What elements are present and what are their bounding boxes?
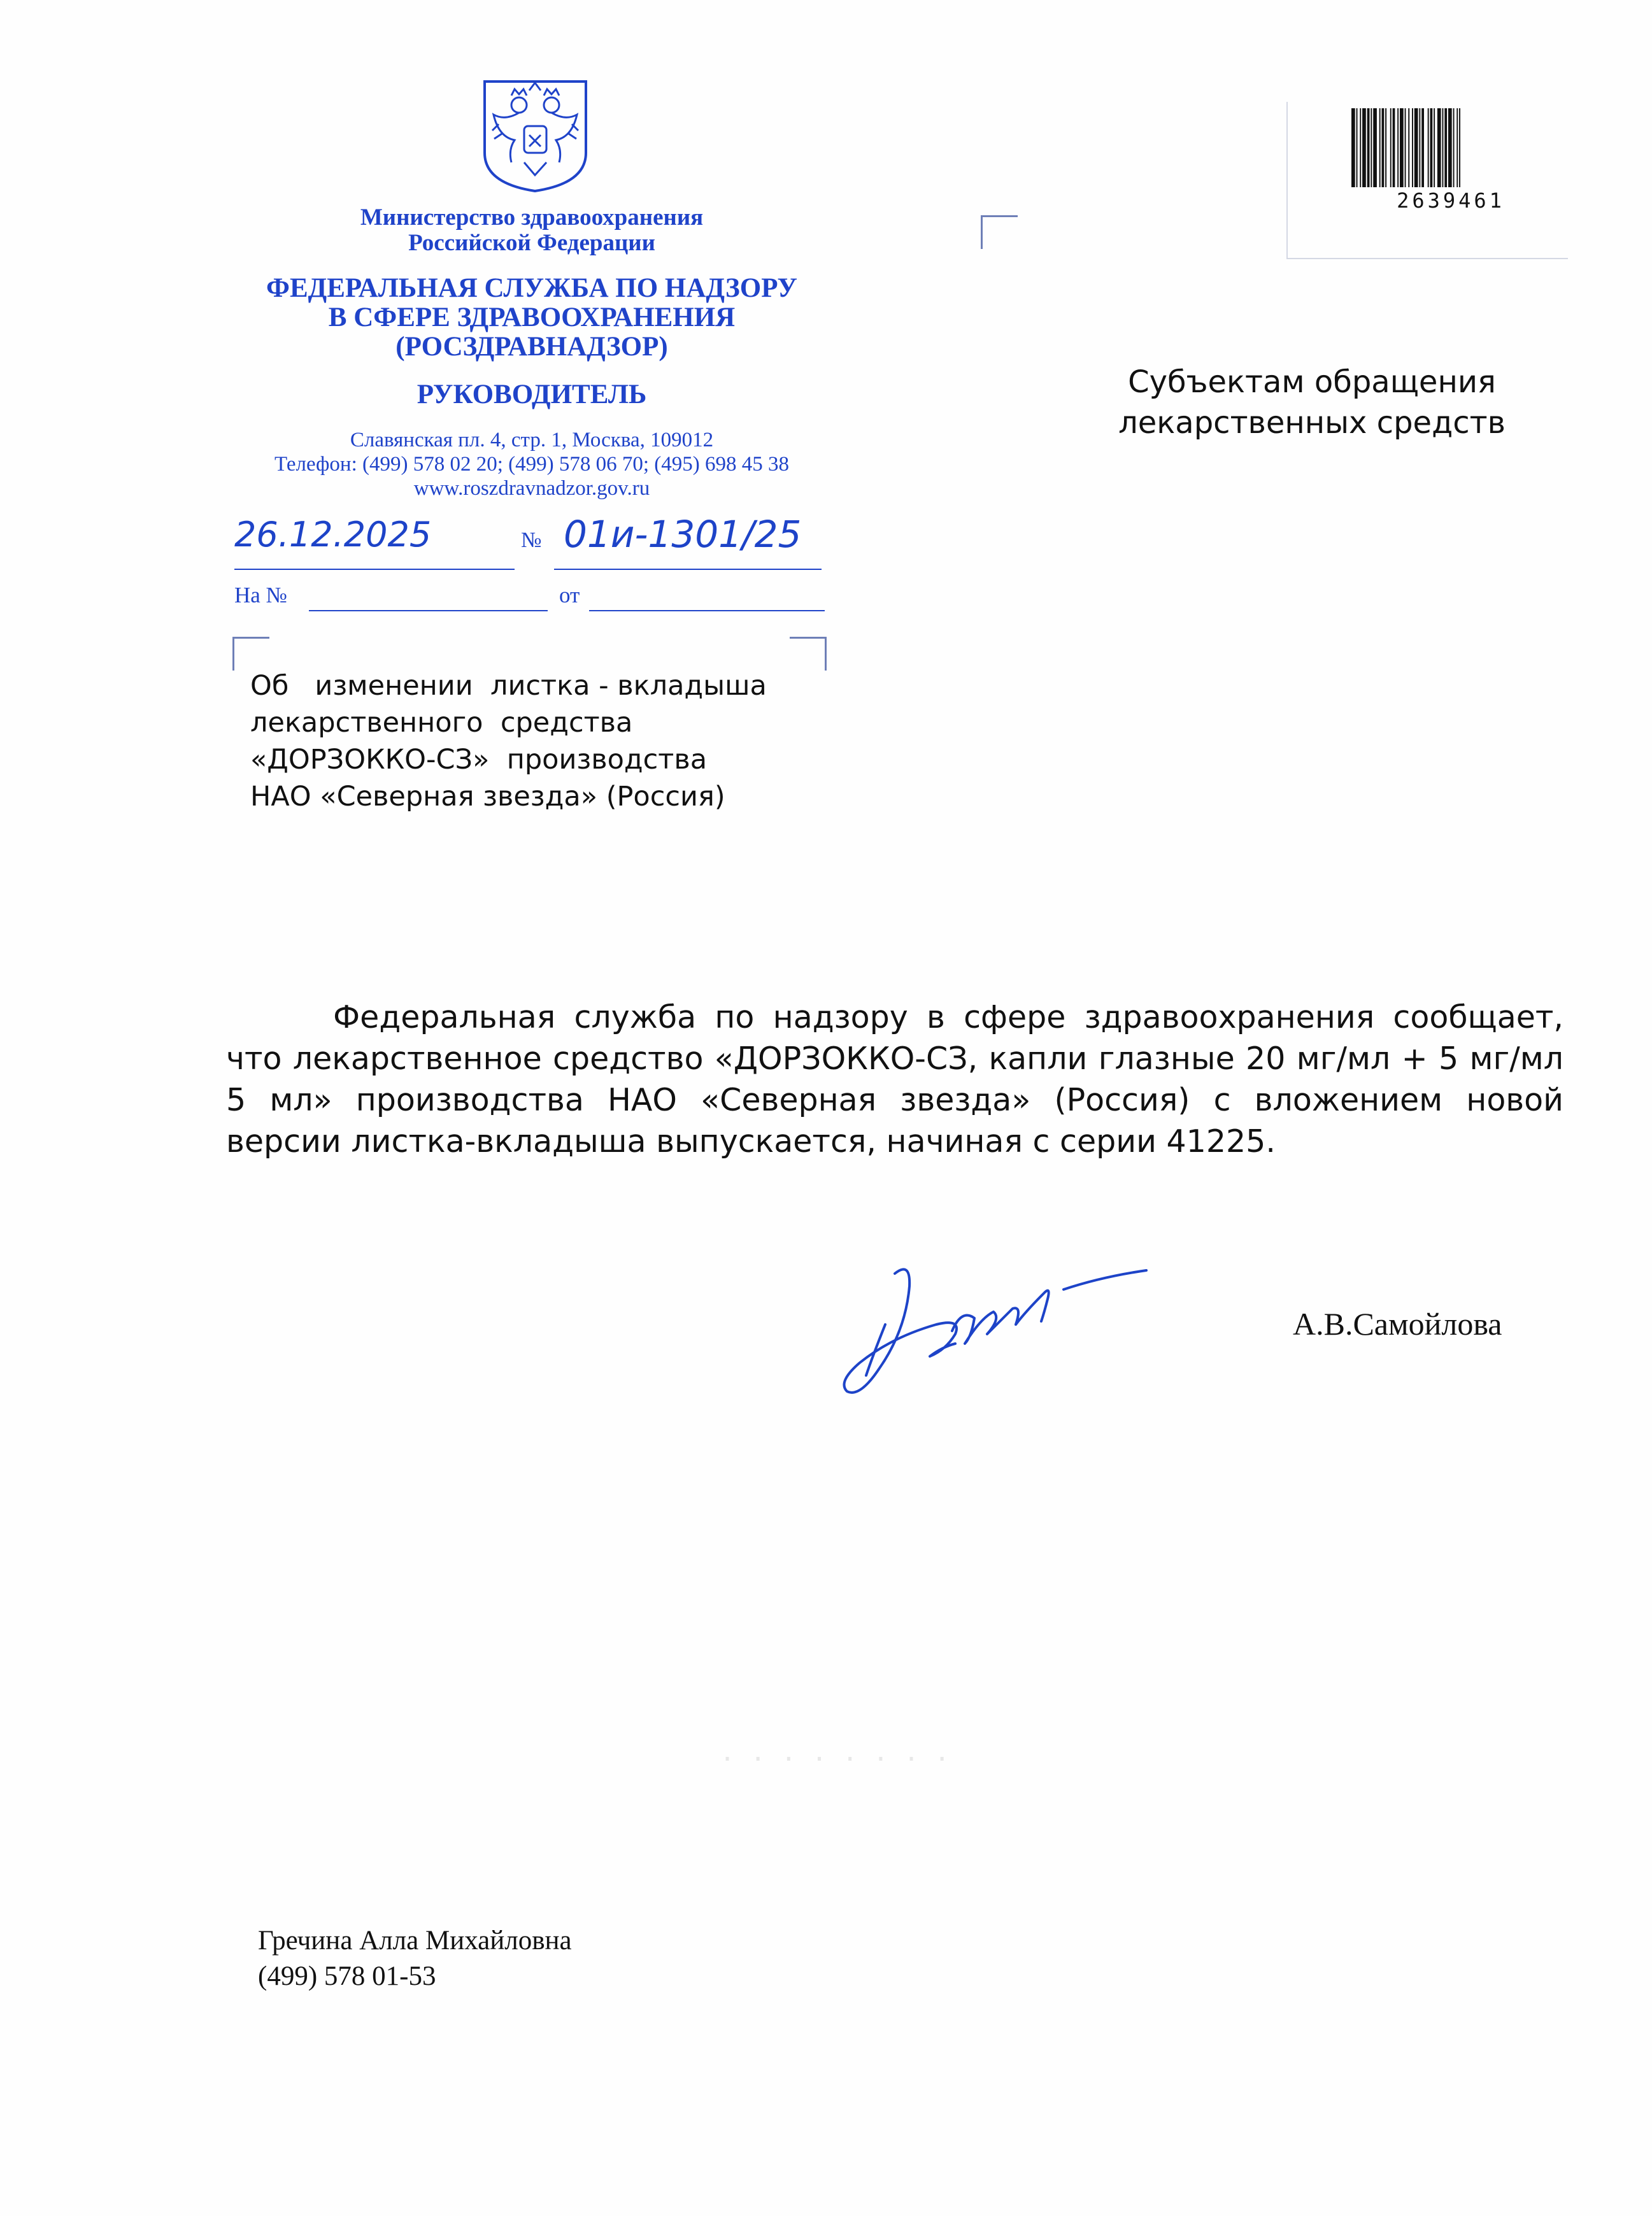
service-name [210, 274, 853, 362]
handwritten-signature [834, 1248, 1242, 1426]
website: www.roszdravnadzor.gov.ru [413, 477, 650, 500]
ministry-line-1: Министерство здравоохранения [360, 204, 704, 231]
show-through-mark: · · · · · · · · [720, 1745, 950, 1774]
addressee-line-1: Субъектам обращения [1128, 364, 1496, 400]
date-underline [234, 569, 515, 570]
service-line-2: В СФЕРЕ ЗДРАВООХРАНЕНИЯ [328, 302, 736, 332]
reply-to-label: На № [234, 583, 287, 607]
executor-phone: (499) 578 01-53 [258, 1961, 436, 1991]
ministry-name [255, 205, 809, 256]
executor-name: Гречина Алла Михайловна [258, 1926, 572, 1956]
from-blank [589, 610, 825, 611]
subject-corner-left [232, 637, 269, 671]
subject-corner-right [790, 637, 827, 671]
body-paragraph: Федеральная служба по надзору в сфере здравоохранения сообщает, что лекарственное средство «ДОРЗОККО-СЗ, капли глазные 20 мг/мл + 5 мг/мл 5 мл» производства НАО «Северная звезда» (Россия) с вложением новой версии листка-вкладыша выпускается, начиная с серии 41225. [226, 999, 1563, 1160]
service-line-3: (РОСЗДРАВНАДЗОР) [395, 332, 668, 362]
address: Славянская пл. 4, стр. 1, Москва, 109012 [350, 429, 714, 451]
subject [250, 667, 823, 815]
executor-block [258, 1923, 572, 1994]
registration-date: 26.12.2025 [234, 515, 432, 555]
subject-line-1: Об изменении листка - вкладыша [250, 670, 767, 702]
signatory-name: А.В.Самойлова [1293, 1306, 1502, 1342]
number-sign: № [521, 529, 542, 552]
from-label: от [559, 583, 580, 607]
head-title: РУКОВОДИТЕЛЬ [417, 380, 647, 409]
ministry-line-2: Российской Федерации [408, 230, 655, 256]
barcode-icon [1349, 107, 1553, 190]
phones: Телефон: (499) 578 02 20; (499) 578 06 70; (495) 698 45 38 [274, 453, 790, 476]
addressee-corner [981, 215, 1018, 249]
registration-number: 01и-1301/25 [564, 513, 802, 556]
contact-block [217, 428, 847, 501]
addressee [1083, 362, 1541, 443]
number-underline [554, 569, 822, 570]
barcode-number: 2639461 [1397, 188, 1505, 213]
reply-to-blank [309, 610, 548, 611]
subject-line-3: «ДОРЗОККО-СЗ» производства [250, 744, 708, 776]
addressee-line-2: лекарственных средств [1118, 405, 1506, 441]
service-line-1: ФЕДЕРАЛЬНАЯ СЛУЖБА ПО НАДЗОРУ [266, 273, 797, 303]
subject-line-2: лекарственного средства [250, 707, 633, 739]
subject-line-4: НАО «Северная звезда» (Россия) [250, 781, 725, 813]
russian-coat-of-arms-icon [480, 76, 591, 194]
